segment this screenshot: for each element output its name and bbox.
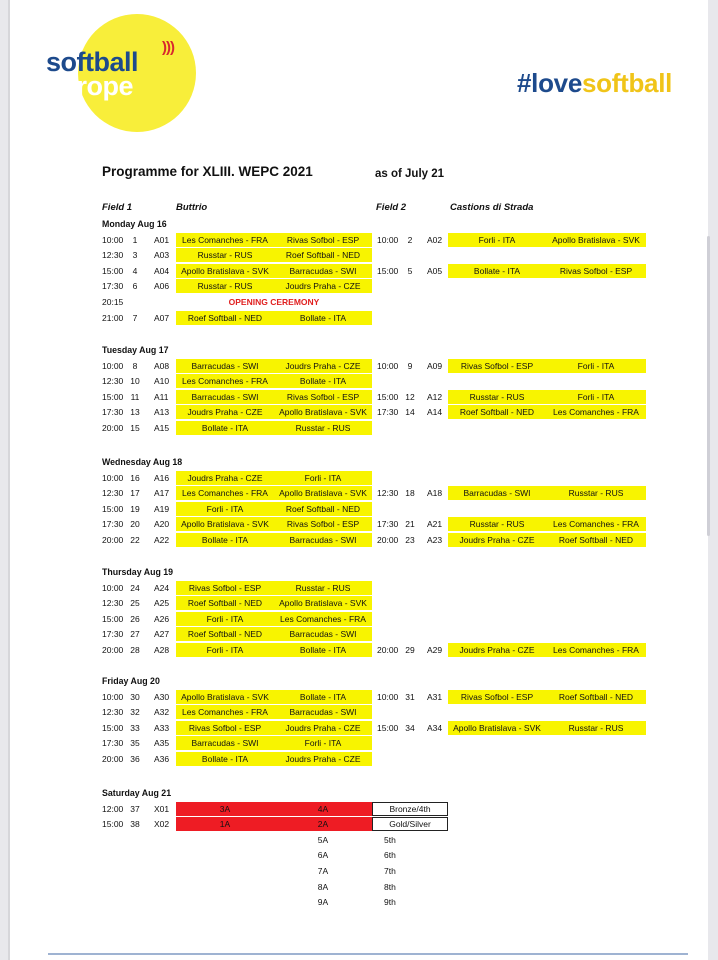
- placing-rank: 5th: [384, 834, 396, 845]
- game-code: X02: [154, 819, 170, 830]
- match-time: 15:00: [377, 265, 399, 276]
- game-code: A19: [154, 503, 170, 514]
- game-code: A22: [154, 535, 170, 545]
- match-time: 12:30: [102, 376, 124, 387]
- match-time: 17:30: [102, 281, 124, 292]
- game-number: 5: [407, 265, 413, 276]
- match-time: 12:30: [102, 488, 124, 499]
- game-code: A28: [154, 645, 170, 655]
- field2-venue: Castions di Strada: [450, 202, 534, 213]
- match-time: 17:30: [102, 407, 124, 418]
- away-team: Russtar - RUS: [568, 722, 624, 733]
- game-number: 26: [130, 613, 140, 624]
- game-code: A10: [154, 376, 170, 387]
- game-code: A24: [154, 582, 170, 593]
- match-time: 10:00: [377, 691, 399, 702]
- home-team: Russtar - RUS: [197, 250, 253, 261]
- day-label: Monday Aug 16: [102, 219, 167, 229]
- match-time: 15:00: [102, 503, 124, 514]
- game-code: A27: [154, 629, 170, 640]
- day-label: Wednesday Aug 18: [102, 457, 183, 467]
- placing-rank: 7th: [384, 866, 396, 876]
- game-code: A09: [427, 360, 443, 371]
- game-code: A35: [154, 738, 170, 749]
- home-team: Apollo Bratislava - SVK: [181, 519, 269, 530]
- game-number: 19: [130, 503, 140, 514]
- match-time: 20:00: [102, 645, 124, 655]
- away-team: Joudrs Praha - CZE: [285, 360, 361, 371]
- home-team: Rivas Sofbol - ESP: [460, 691, 534, 702]
- game-number: 2: [407, 234, 413, 245]
- game-code: A15: [154, 423, 170, 433]
- game-number: 17: [130, 488, 140, 499]
- home-team: Rivas Sofbol - ESP: [460, 360, 534, 371]
- home-team: Roef Softball - NED: [459, 407, 535, 418]
- game-code: A23: [427, 535, 443, 545]
- logo-marks-icon: ))): [162, 39, 174, 56]
- home-team: Bollate - ITA: [473, 265, 521, 276]
- away-team: Bollate - ITA: [299, 645, 347, 655]
- placing-seed: 8A: [317, 881, 329, 892]
- match-time: 17:30: [377, 407, 399, 418]
- home-team: Joudrs Praha - CZE: [459, 645, 535, 655]
- footer-divider: [48, 953, 688, 955]
- game-code: A08: [154, 360, 170, 371]
- away-team: Forli - ITA: [304, 738, 342, 749]
- match-time: 15:00: [102, 613, 124, 624]
- match-time: 15:00: [377, 722, 399, 733]
- home-team: Joudrs Praha - CZE: [459, 535, 535, 545]
- game-code: A32: [154, 707, 170, 718]
- home-team: Forli - ITA: [206, 613, 244, 624]
- match-time: 12:30: [377, 488, 399, 499]
- game-number: 24: [130, 582, 140, 593]
- game-number: 38: [130, 819, 140, 830]
- home-team: Apollo Bratislava - SVK: [181, 691, 269, 702]
- game-code: A34: [427, 722, 443, 733]
- away-team: Rivas Sofbol - ESP: [286, 519, 360, 530]
- away-team: Roef Softball - NED: [558, 535, 634, 545]
- game-number: 29: [405, 645, 415, 655]
- home-team: Roef Softball - NED: [187, 312, 263, 323]
- game-number: 10: [130, 376, 140, 387]
- match-time: 15:00: [102, 819, 124, 830]
- away-team: 2A: [317, 819, 329, 830]
- away-team: Bollate - ITA: [299, 312, 347, 323]
- game-number: 14: [405, 407, 415, 418]
- away-team: Forli - ITA: [304, 472, 342, 483]
- hashtag-main: #love: [517, 68, 582, 98]
- game-number: 15: [130, 423, 140, 433]
- game-number: 31: [405, 691, 415, 702]
- game-number: 8: [132, 360, 138, 371]
- game-number: 21: [405, 519, 415, 530]
- game-number: 33: [130, 722, 140, 733]
- game-number: 20: [130, 519, 140, 530]
- game-number: 3: [132, 250, 138, 261]
- home-team: 3A: [219, 803, 231, 814]
- away-team: Joudrs Praha - CZE: [285, 722, 361, 733]
- match-time: 15:00: [377, 391, 399, 402]
- game-number: 27: [130, 629, 140, 640]
- match-time: 10:00: [377, 360, 399, 371]
- field1-label: Field 1: [102, 202, 133, 213]
- home-team: Bollate - ITA: [201, 535, 249, 545]
- final-result-label: Bronze/4th: [389, 803, 431, 814]
- game-code: A20: [154, 519, 170, 530]
- home-team: Forli - ITA: [206, 645, 244, 655]
- game-code: A13: [154, 407, 170, 418]
- away-team: Joudrs Praha - CZE: [285, 754, 361, 764]
- ceremony-time: 20:15: [102, 297, 124, 307]
- match-time: 17:30: [377, 519, 399, 530]
- home-team: Barracudas - SWI: [191, 360, 259, 371]
- game-code: A21: [427, 519, 443, 530]
- game-number: 7: [132, 312, 138, 323]
- placing-seed: 5A: [317, 834, 329, 845]
- home-team: Bollate - ITA: [201, 423, 249, 433]
- game-code: A03: [154, 250, 170, 261]
- away-team: Russtar - RUS: [568, 488, 624, 499]
- home-team: Apollo Bratislava - SVK: [181, 265, 269, 276]
- away-team: Barracudas - SWI: [289, 265, 357, 276]
- game-number: 34: [405, 722, 415, 733]
- away-team: Apollo Bratislava - SVK: [279, 488, 367, 499]
- away-team: Forli - ITA: [577, 391, 615, 402]
- game-number: 4: [132, 265, 138, 276]
- away-team: Russtar - RUS: [295, 423, 351, 433]
- home-team: Barracudas - SWI: [463, 488, 531, 499]
- away-team: Apollo Bratislava - SVK: [552, 234, 640, 245]
- away-team: Bollate - ITA: [299, 376, 347, 387]
- home-team: Bollate - ITA: [201, 754, 249, 764]
- home-team: Russtar - RUS: [197, 281, 253, 292]
- home-team: 1A: [219, 819, 231, 830]
- away-team: Roef Softball - NED: [285, 250, 361, 261]
- match-time: 12:30: [102, 250, 124, 261]
- game-number: 6: [132, 281, 138, 292]
- away-team: Bollate - ITA: [299, 691, 347, 702]
- placing-rank: 8th: [384, 881, 396, 892]
- game-number: 13: [130, 407, 140, 418]
- game-number: 9: [407, 360, 413, 371]
- placing-seed: 9A: [317, 897, 329, 908]
- home-team: Roef Softball - NED: [187, 598, 263, 609]
- home-team: Les Comanches - FRA: [182, 707, 268, 718]
- game-number: 37: [130, 803, 140, 814]
- game-number: 30: [130, 691, 140, 702]
- away-team: Rivas Sofbol - ESP: [559, 265, 633, 276]
- scrollbar[interactable]: [707, 236, 710, 536]
- home-team: Barracudas - SWI: [191, 738, 259, 749]
- game-code: A33: [154, 722, 170, 733]
- game-code: A12: [427, 391, 443, 402]
- away-team: Roef Softball - NED: [285, 503, 361, 514]
- hashtag: [517, 68, 672, 99]
- home-team: Rivas Sofbol - ESP: [188, 722, 262, 733]
- game-code: A30: [154, 691, 170, 702]
- game-number: 22: [130, 535, 140, 545]
- away-team: Apollo Bratislava - SVK: [279, 598, 367, 609]
- match-time: 15:00: [102, 265, 124, 276]
- away-team: Les Comanches - FRA: [553, 407, 639, 418]
- home-team: Les Comanches - FRA: [182, 488, 268, 499]
- game-code: A29: [427, 645, 443, 655]
- game-number: 18: [405, 488, 415, 499]
- home-team: Roef Softball - NED: [187, 629, 263, 640]
- game-code: A18: [427, 488, 443, 499]
- day-label: Friday Aug 20: [102, 676, 160, 686]
- placing-rank: 9th: [384, 897, 396, 908]
- home-team: Forli - ITA: [478, 234, 516, 245]
- game-code: A36: [154, 754, 170, 764]
- home-team: Joudrs Praha - CZE: [187, 472, 263, 483]
- game-number: 12: [405, 391, 415, 402]
- away-team: Rivas Sofbol - ESP: [286, 234, 360, 245]
- away-team: Roef Softball - NED: [558, 691, 634, 702]
- match-time: 17:30: [102, 629, 124, 640]
- game-code: A17: [154, 488, 170, 499]
- away-team: Barracudas - SWI: [289, 707, 357, 718]
- home-team: Apollo Bratislava - SVK: [453, 722, 541, 733]
- game-number: 36: [130, 754, 140, 764]
- game-code: A26: [154, 613, 170, 624]
- home-team: Les Comanches - FRA: [182, 234, 268, 245]
- away-team: Russtar - RUS: [295, 582, 351, 593]
- match-time: 20:00: [377, 645, 399, 655]
- placing-rank: 6th: [384, 850, 396, 861]
- match-time: 21:00: [102, 312, 124, 323]
- logo-text-top: softball: [46, 47, 139, 77]
- home-team: Russtar - RUS: [469, 519, 525, 530]
- day-label: Thursday Aug 19: [102, 567, 174, 577]
- day-label: Saturday Aug 21: [102, 788, 172, 798]
- home-team: Barracudas - SWI: [191, 391, 259, 402]
- match-time: 15:00: [102, 391, 124, 402]
- away-team: Barracudas - SWI: [289, 535, 357, 545]
- match-time: 12:30: [102, 598, 124, 609]
- match-time: 12:30: [102, 707, 124, 718]
- away-team: Joudrs Praha - CZE: [285, 281, 361, 292]
- away-team: 4A: [317, 803, 329, 814]
- match-time: 20:00: [102, 423, 124, 433]
- final-result-label: Gold/Silver: [389, 819, 431, 830]
- match-time: 10:00: [102, 582, 124, 593]
- game-code: A01: [154, 234, 170, 245]
- game-code: A07: [154, 312, 170, 323]
- match-time: 10:00: [377, 234, 399, 245]
- home-team: Les Comanches - FRA: [182, 376, 268, 387]
- game-number: 16: [130, 472, 140, 483]
- game-code: A16: [154, 472, 170, 483]
- match-time: 10:00: [102, 234, 124, 245]
- hashtag-accent: softball: [582, 68, 673, 98]
- match-time: 17:30: [102, 519, 124, 530]
- game-number: 32: [130, 707, 140, 718]
- away-team: Barracudas - SWI: [289, 629, 357, 640]
- game-code: A02: [427, 234, 443, 245]
- game-code: A05: [427, 265, 443, 276]
- home-team: Russtar - RUS: [469, 391, 525, 402]
- game-code: A14: [427, 407, 443, 418]
- match-time: 17:30: [102, 738, 124, 749]
- game-number: 35: [130, 738, 140, 749]
- game-number: 25: [130, 598, 140, 609]
- game-code: A06: [154, 281, 170, 292]
- game-number: 11: [130, 391, 140, 402]
- match-time: 10:00: [102, 691, 124, 702]
- away-team: Rivas Sofbol - ESP: [286, 391, 360, 402]
- match-time: 20:00: [102, 535, 124, 545]
- placing-seed: 6A: [317, 850, 329, 861]
- away-team: Les Comanches - FRA: [553, 645, 639, 655]
- match-time: 12:00: [102, 803, 124, 814]
- page-title: Programme for XLIII. WEPC 2021: [102, 164, 313, 179]
- game-number: 1: [132, 234, 138, 245]
- game-code: A31: [427, 691, 443, 702]
- match-time: 10:00: [102, 360, 124, 371]
- day-label: Tuesday Aug 17: [102, 345, 169, 355]
- away-team: Les Comanches - FRA: [553, 519, 639, 530]
- field2-label: Field 2: [376, 202, 407, 213]
- logo-text-bottom: europe: [46, 71, 134, 101]
- placing-seed: 7A: [317, 866, 329, 876]
- game-code: X01: [154, 803, 170, 814]
- away-team: Forli - ITA: [577, 360, 615, 371]
- opening-ceremony: OPENING CEREMONY: [228, 297, 320, 307]
- away-team: Apollo Bratislava - SVK: [279, 407, 367, 418]
- as-of-date: as of July 21: [375, 168, 445, 180]
- game-number: 28: [130, 645, 140, 655]
- home-team: Joudrs Praha - CZE: [187, 407, 263, 418]
- match-time: 20:00: [377, 535, 399, 545]
- game-code: A04: [154, 265, 170, 276]
- match-time: 15:00: [102, 722, 124, 733]
- game-code: A11: [154, 391, 169, 402]
- game-number: 23: [405, 535, 415, 545]
- match-time: 10:00: [102, 472, 124, 483]
- home-team: Rivas Sofbol - ESP: [188, 582, 262, 593]
- away-team: Les Comanches - FRA: [280, 613, 366, 624]
- match-time: 20:00: [102, 754, 124, 764]
- home-team: Forli - ITA: [206, 503, 244, 514]
- game-code: A25: [154, 598, 170, 609]
- field1-venue: Buttrio: [176, 202, 208, 213]
